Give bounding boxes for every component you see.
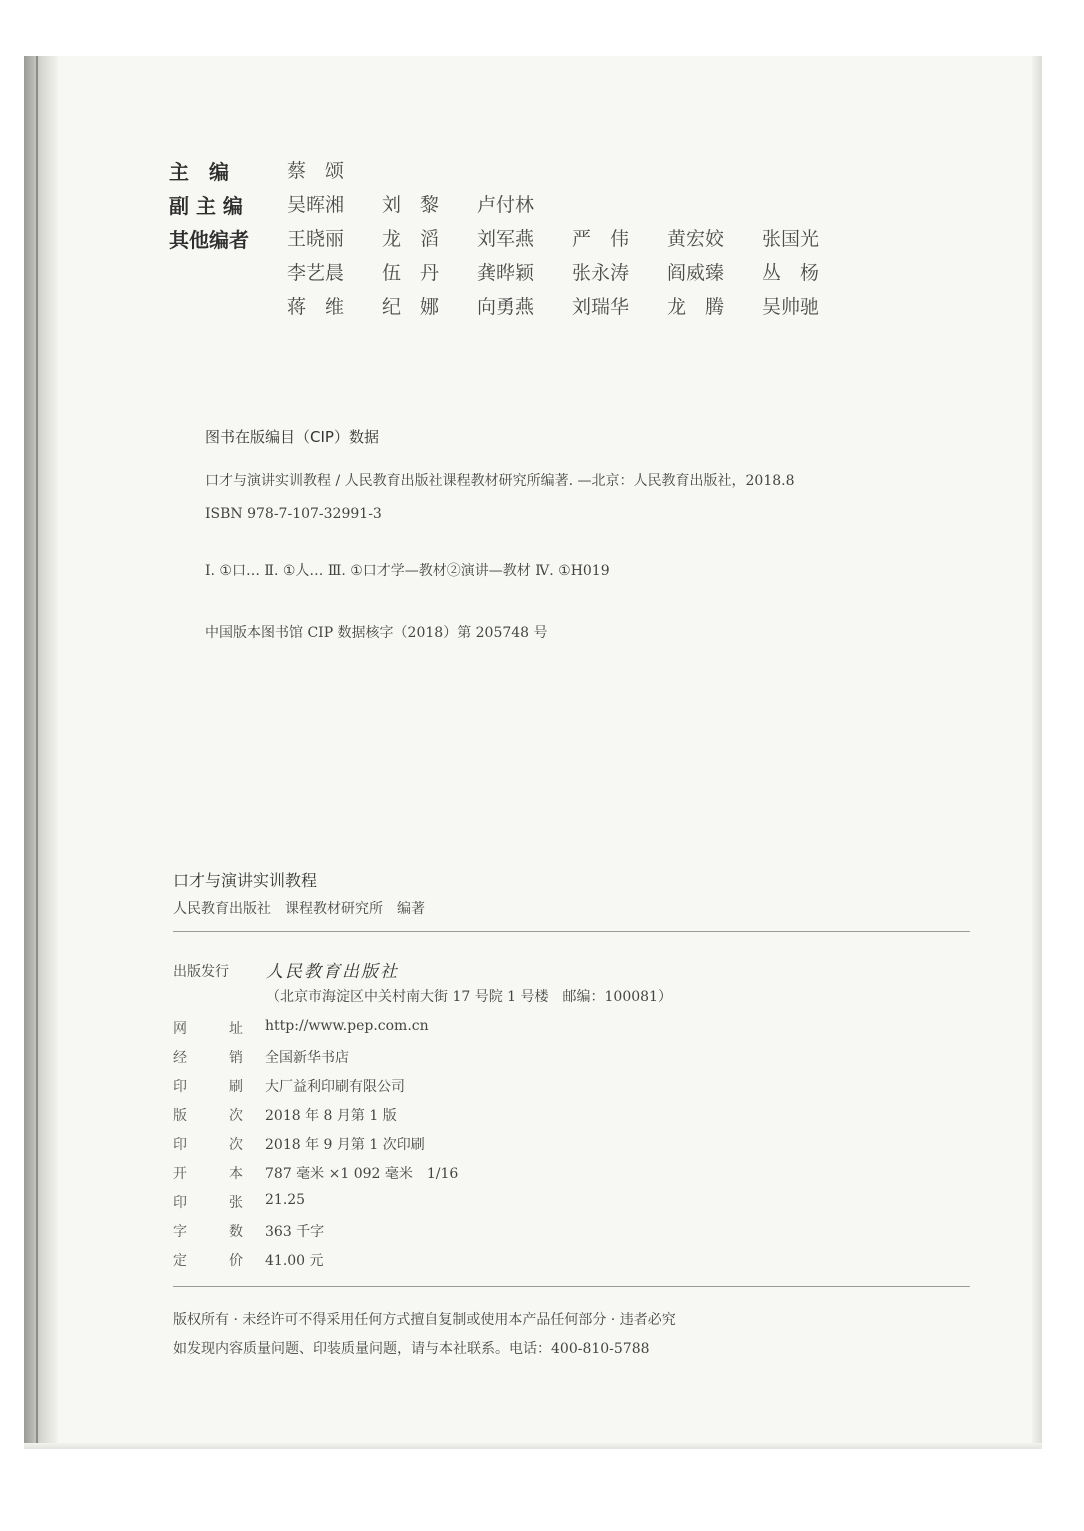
info-key: 价 xyxy=(229,1253,243,1269)
info-key: 印 xyxy=(173,1137,187,1153)
divider xyxy=(173,931,970,932)
info-value: 41.00 元 xyxy=(265,1253,324,1269)
other-editor-name: 伍 丹 xyxy=(382,262,440,284)
cip-title: 图书在版编目（CIP）数据 xyxy=(205,428,379,446)
chief-editor-name: 蔡 颂 xyxy=(287,160,345,182)
other-editor-name: 向勇燕 xyxy=(477,296,535,318)
other-editor-name: 吴帅驰 xyxy=(762,296,820,318)
other-editor-name: 张永涛 xyxy=(572,262,630,284)
other-editor-name: 龚晔颖 xyxy=(477,262,535,284)
other-editor-name: 龙 腾 xyxy=(667,296,725,318)
contact-notice: 如发现内容质量问题、印装质量问题，请与本社联系。电话：400-810-5788 xyxy=(173,1341,650,1357)
info-key: 本 xyxy=(229,1166,243,1182)
cip-isbn: ISBN 978-7-107-32991-3 xyxy=(205,506,382,522)
deputy-editor-label: 副 主 编 xyxy=(169,194,243,218)
copyright-notice: 版权所有 · 未经许可不得采用任何方式擅自复制或使用本产品任何部分 · 违者必究 xyxy=(173,1312,676,1328)
other-editor-name: 李艺晨 xyxy=(287,262,345,284)
chief-editor-label: 主 编 xyxy=(169,160,229,184)
info-value: 2018 年 8 月第 1 版 xyxy=(265,1108,397,1124)
cip-classification: Ⅰ. ①口… Ⅱ. ①人… Ⅲ. ①口才学—教材②演讲—教材 Ⅳ. ①H019 xyxy=(205,563,610,579)
deputy-editor-name: 刘 黎 xyxy=(382,194,440,216)
other-editor-name: 丛 杨 xyxy=(762,262,820,284)
other-editor-name: 蒋 维 xyxy=(287,296,345,318)
book-author: 人民教育出版社 课程教材研究所 编著 xyxy=(173,901,425,917)
info-key: 张 xyxy=(229,1195,243,1211)
website-link[interactable]: http://www.pep.com.cn xyxy=(265,1018,429,1034)
info-key: 字 xyxy=(173,1224,187,1240)
info-value: 21.25 xyxy=(265,1192,306,1208)
cip-record-number: 中国版本图书馆 CIP 数据核字（2018）第 205748 号 xyxy=(205,625,548,641)
info-key: 址 xyxy=(229,1021,243,1037)
info-value: 大厂益利印刷有限公司 xyxy=(265,1079,405,1095)
publisher-address: （北京市海淀区中关村南大街 17 号院 1 号楼 邮编：100081） xyxy=(266,989,672,1005)
cip-catalog-line: 口才与演讲实训教程 / 人民教育出版社课程教材研究所编著. —北京：人民教育出版社，2018.8 xyxy=(205,473,795,489)
other-editor-name: 龙 滔 xyxy=(382,228,440,250)
info-key: 网 xyxy=(173,1021,187,1037)
deputy-editor-name: 吴晖湘 xyxy=(287,194,345,216)
other-editor-name: 阎威臻 xyxy=(667,262,725,284)
info-value: 2018 年 9 月第 1 次印刷 xyxy=(265,1137,425,1153)
other-editor-name: 严 伟 xyxy=(572,228,630,250)
info-key: 印 xyxy=(173,1195,187,1211)
info-key: 定 xyxy=(173,1253,187,1269)
other-editor-name: 张国光 xyxy=(762,228,820,250)
info-key: 开 xyxy=(173,1166,187,1182)
other-editor-name: 纪 娜 xyxy=(382,296,440,318)
info-value: 787 毫米 ×1 092 毫米 1/16 xyxy=(265,1166,459,1182)
other-editors-label: 其他编者 xyxy=(169,228,249,252)
deputy-editor-name: 卢付林 xyxy=(477,194,535,216)
other-editor-name: 刘军燕 xyxy=(477,228,535,250)
book-spine-shadow xyxy=(24,56,58,1449)
info-key: 次 xyxy=(229,1137,243,1153)
divider xyxy=(173,1286,970,1287)
info-key: 销 xyxy=(229,1050,243,1066)
book-title: 口才与演讲实训教程 xyxy=(173,871,318,890)
info-value: 363 千字 xyxy=(265,1224,325,1240)
info-key: 经 xyxy=(173,1050,187,1066)
publisher-logo-name: 人民教育出版社 xyxy=(266,962,399,982)
copyright-page xyxy=(24,56,1042,1449)
info-key: 印 xyxy=(173,1079,187,1095)
other-editor-name: 黄宏姣 xyxy=(667,228,725,250)
info-key: 版 xyxy=(173,1108,187,1124)
other-editor-name: 刘瑞华 xyxy=(572,296,630,318)
publisher-label: 出版发行 xyxy=(173,964,229,980)
info-key: 刷 xyxy=(229,1079,243,1095)
info-value: 全国新华书店 xyxy=(265,1050,349,1066)
other-editor-name: 王晓丽 xyxy=(287,228,345,250)
info-key: 数 xyxy=(229,1224,243,1240)
info-key: 次 xyxy=(229,1108,243,1124)
